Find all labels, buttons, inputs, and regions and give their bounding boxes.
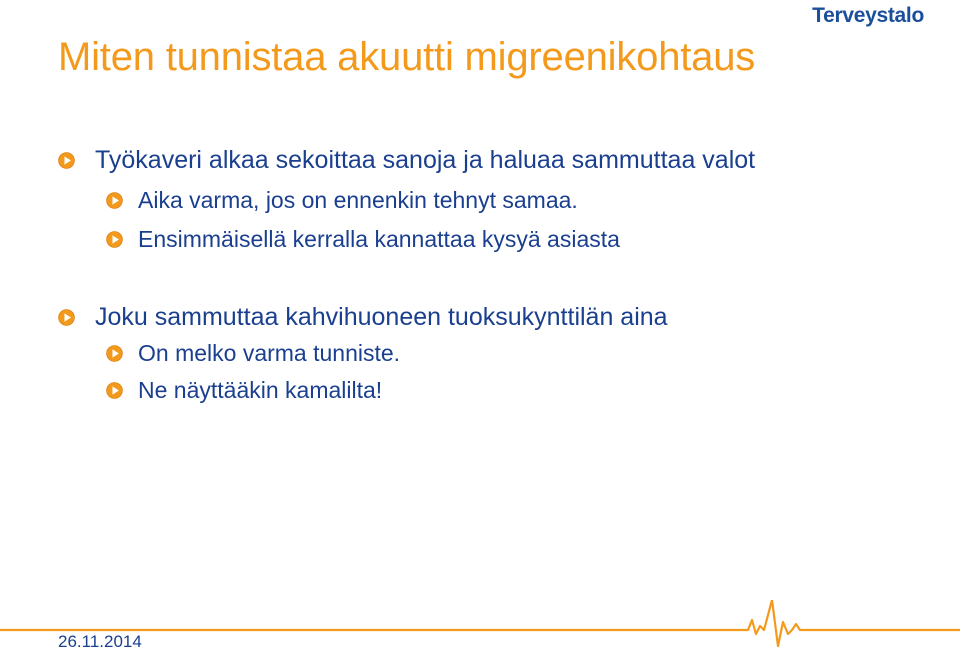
bullet-text: On melko varma tunniste. [138,340,401,366]
orange-play-bullet-icon [106,345,123,362]
bullet-text: Joku sammuttaa kahvihuoneen tuoksukynttilän aina [95,303,668,331]
bullet-text: Ne näyttääkin kamalilta! [138,377,383,403]
bullet-text: Työkaveri alkaa sekoittaa sanoja ja haluaa sammuttaa valot [95,146,756,174]
bullet-level2-item [106,226,620,253]
bullet-text: Ensimmäisellä kerralla kannattaa kysyä asiasta [138,226,620,252]
slide-title: Miten tunnistaa akuutti migreenikohtaus [58,35,756,79]
bullet-level2-item [106,187,578,214]
footer-date: 26.11.2014 [58,632,142,651]
terveystalo-logo: Terveystalo [812,4,924,27]
heartbeat-line-icon [0,600,960,651]
orange-play-bullet-icon [106,382,123,399]
orange-play-bullet-icon [106,192,123,209]
orange-play-bullet-icon [58,152,75,169]
bullet-level2-item [106,340,400,367]
bullet-level1-item [58,146,755,175]
bullet-level1-item [58,303,668,332]
orange-play-bullet-icon [106,231,123,248]
bullet-text: Aika varma, jos on ennenkin tehnyt samaa. [138,187,578,213]
bullet-level2-item [106,377,382,404]
orange-play-bullet-icon [58,309,75,326]
